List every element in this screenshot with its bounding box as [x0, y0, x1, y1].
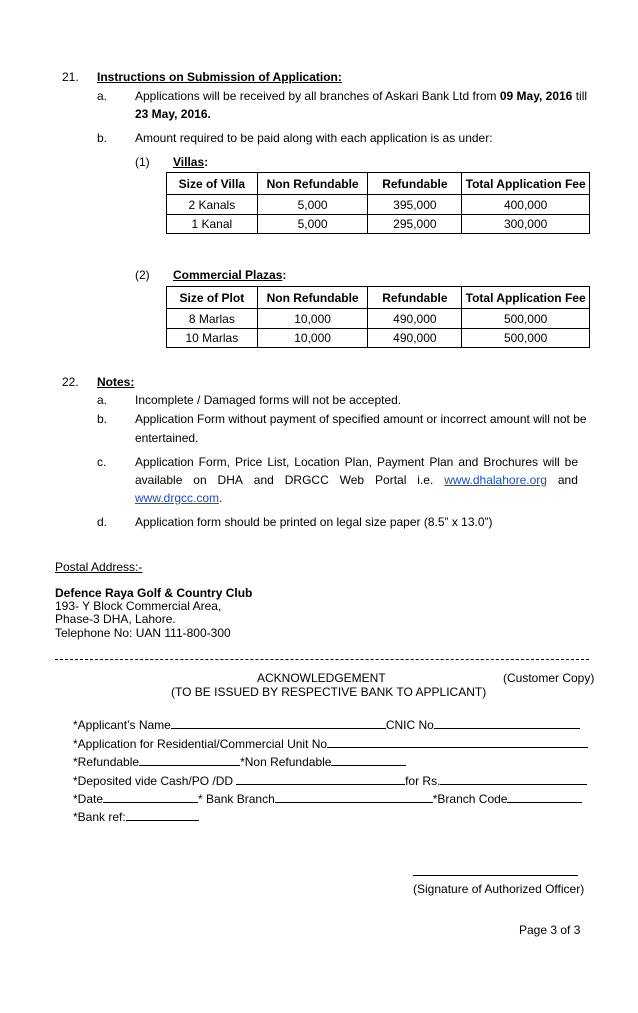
villas-title — [173, 155, 208, 169]
bank-ref-label: *Bank ref: — [73, 810, 126, 824]
postal-line-2: Phase-3 DHA, Lahore. — [55, 612, 176, 626]
bank-ref-field[interactable] — [126, 808, 199, 821]
item-b-marker: b. — [97, 131, 108, 145]
note-b-line1: Application Form without payment of specified amount or incorrect amount will not be — [135, 412, 587, 426]
deposited-label: *Deposited vide Cash/PO /DD — [73, 774, 234, 788]
note-c-period: . — [219, 491, 223, 505]
cnic-field[interactable] — [434, 716, 580, 729]
table-header-row — [167, 173, 590, 195]
note-c-word: available — [135, 473, 183, 487]
note-a-marker: a. — [97, 393, 108, 407]
plazas-fee-table — [166, 286, 590, 348]
table-cell: 10,000 — [257, 329, 368, 348]
table-cell: 395,000 — [368, 195, 462, 215]
note-c-word: on — [193, 473, 207, 487]
amount-field[interactable] — [440, 772, 587, 785]
note-c-word: i.e. — [417, 473, 434, 487]
date-field[interactable] — [103, 790, 198, 803]
postal-line-1: 193- Y Block Commercial Area, — [55, 599, 222, 613]
note-c-word: and — [557, 473, 578, 487]
postal-address-label: Postal Address:- — [55, 560, 143, 574]
ack-row-unit — [73, 735, 588, 751]
table-cell: 300,000 — [462, 215, 590, 234]
applicant-name-field[interactable] — [171, 716, 386, 729]
plazas-title-text: Commercial Plazas — [173, 268, 283, 282]
table-header-row — [167, 287, 590, 309]
refundable-field[interactable] — [139, 753, 240, 766]
table-row — [167, 309, 590, 329]
plazas-marker: (2) — [135, 268, 150, 282]
postal-line-3: Telephone No: UAN 111-800-300 — [55, 626, 231, 640]
note-c-word: DRGCC — [284, 473, 329, 487]
unit-number-field[interactable] — [327, 735, 588, 748]
note-c-word: and — [253, 473, 274, 487]
unit-number-label: *Application for Residential/Commercial Unit No — [73, 737, 328, 751]
villas-marker: (1) — [135, 155, 150, 169]
villas-title-colon: : — [204, 155, 209, 169]
table-cell: 490,000 — [368, 329, 462, 348]
note-b-line2: entertained. — [135, 431, 199, 445]
table-cell: 8 Marlas — [167, 309, 258, 329]
table-cell: 5,000 — [257, 215, 368, 234]
non-refundable-field[interactable] — [331, 753, 406, 766]
start-date: 09 May, 2016 — [499, 89, 573, 103]
table-cell: 500,000 — [462, 329, 590, 348]
table-row — [167, 215, 590, 234]
note-c-word: Portal — [375, 473, 407, 487]
table-cell: 2 Kanals — [167, 195, 258, 215]
ack-subtitle: (TO BE ISSUED BY RESPECTIVE BANK TO APPLICANT) — [171, 685, 487, 699]
ack-row-date-branch — [73, 790, 582, 806]
table-cell: 400,000 — [462, 195, 590, 215]
table-header-cell: Size of Villa — [167, 173, 258, 195]
bank-branch-label: * Bank Branch — [198, 792, 275, 806]
note-c-line3 — [135, 491, 222, 505]
section-21-title: Instructions on Submission of Application: — [97, 70, 342, 84]
ack-row-ref — [73, 808, 199, 824]
villas-fee-table — [166, 172, 590, 234]
end-date: 23 May, 2016. — [135, 107, 211, 121]
item-a-marker: a. — [97, 89, 108, 103]
table-header-cell: Non Refundable — [257, 173, 368, 195]
table-cell: 10,000 — [257, 309, 368, 329]
drgcc-link[interactable]: www.drgcc.com — [135, 491, 220, 505]
table-row — [167, 329, 590, 348]
note-c-word: Web — [339, 473, 365, 487]
applicant-name-label: *Applicant’s Name — [73, 718, 171, 732]
table-cell: 500,000 — [462, 309, 590, 329]
note-b-marker: b. — [97, 412, 108, 426]
note-c-line1: Application Form, Price List, Location Plan, Payment Plan and Brochures will be — [135, 455, 578, 469]
signature-line[interactable] — [413, 875, 578, 876]
branch-code-label: *Branch Code — [432, 792, 508, 806]
bank-branch-field[interactable] — [275, 790, 433, 803]
table-header-cell: Refundable — [368, 173, 462, 195]
signature-caption: (Signature of Authorized Officer) — [413, 882, 585, 896]
postal-org-name: Defence Raya Golf & Country Club — [55, 586, 253, 600]
note-c-line2 — [135, 473, 578, 487]
plazas-title — [173, 268, 286, 282]
table-row — [167, 195, 590, 215]
ack-customer-copy: (Customer Copy) — [503, 671, 595, 685]
note-a-text: Incomplete / Damaged forms will not be accepted. — [135, 393, 402, 407]
dhalahore-link[interactable]: www.dhalahore.org — [444, 473, 547, 487]
table-cell: 10 Marlas — [167, 329, 258, 348]
ack-row-amounts — [73, 753, 406, 769]
date-label: *Date — [73, 792, 104, 806]
table-header-cell: Refundable — [368, 287, 462, 309]
table-header-cell: Total Application Fee — [462, 287, 590, 309]
note-d-marker: d. — [97, 515, 108, 529]
page-number: Page 3 of 3 — [519, 923, 581, 937]
item-a-text-pre: Applications will be received by all branches of Askari Bank Ltd from — [135, 89, 500, 103]
ack-row-deposit — [73, 772, 587, 788]
deposited-field[interactable] — [236, 772, 405, 785]
table-cell: 1 Kanal — [167, 215, 258, 234]
ack-row-name — [73, 716, 580, 732]
table-cell: 295,000 — [368, 215, 462, 234]
table-header-cell: Total Application Fee — [462, 173, 590, 195]
cut-line-divider — [55, 659, 589, 660]
item-a-text-post: till — [572, 89, 588, 103]
refundable-label: *Refundable — [73, 755, 140, 769]
item-a-line1 — [135, 89, 587, 103]
section-22-title: Notes: — [97, 375, 135, 389]
for-rs-label: for Rs. — [405, 774, 441, 788]
branch-code-field[interactable] — [507, 790, 582, 803]
note-c-word: DHA — [217, 473, 243, 487]
table-cell: 490,000 — [368, 309, 462, 329]
cnic-label: CNIC No — [385, 718, 434, 732]
note-c-marker: c. — [97, 455, 107, 469]
item-b-text: Amount required to be paid along with each application is as under: — [135, 131, 493, 145]
section-22-number: 22. — [62, 375, 79, 389]
ack-title: ACKNOWLEDGEMENT — [257, 671, 386, 685]
non-refundable-label: *Non Refundable — [240, 755, 332, 769]
section-21-number: 21. — [62, 70, 79, 84]
table-cell: 5,000 — [257, 195, 368, 215]
note-d-text: Application form should be printed on legal size paper (8.5” x 13.0”) — [135, 515, 493, 529]
plazas-title-colon: : — [282, 268, 287, 282]
villas-title-text: Villas — [173, 155, 205, 169]
table-header-cell: Non Refundable — [257, 287, 368, 309]
table-header-cell: Size of Plot — [167, 287, 258, 309]
